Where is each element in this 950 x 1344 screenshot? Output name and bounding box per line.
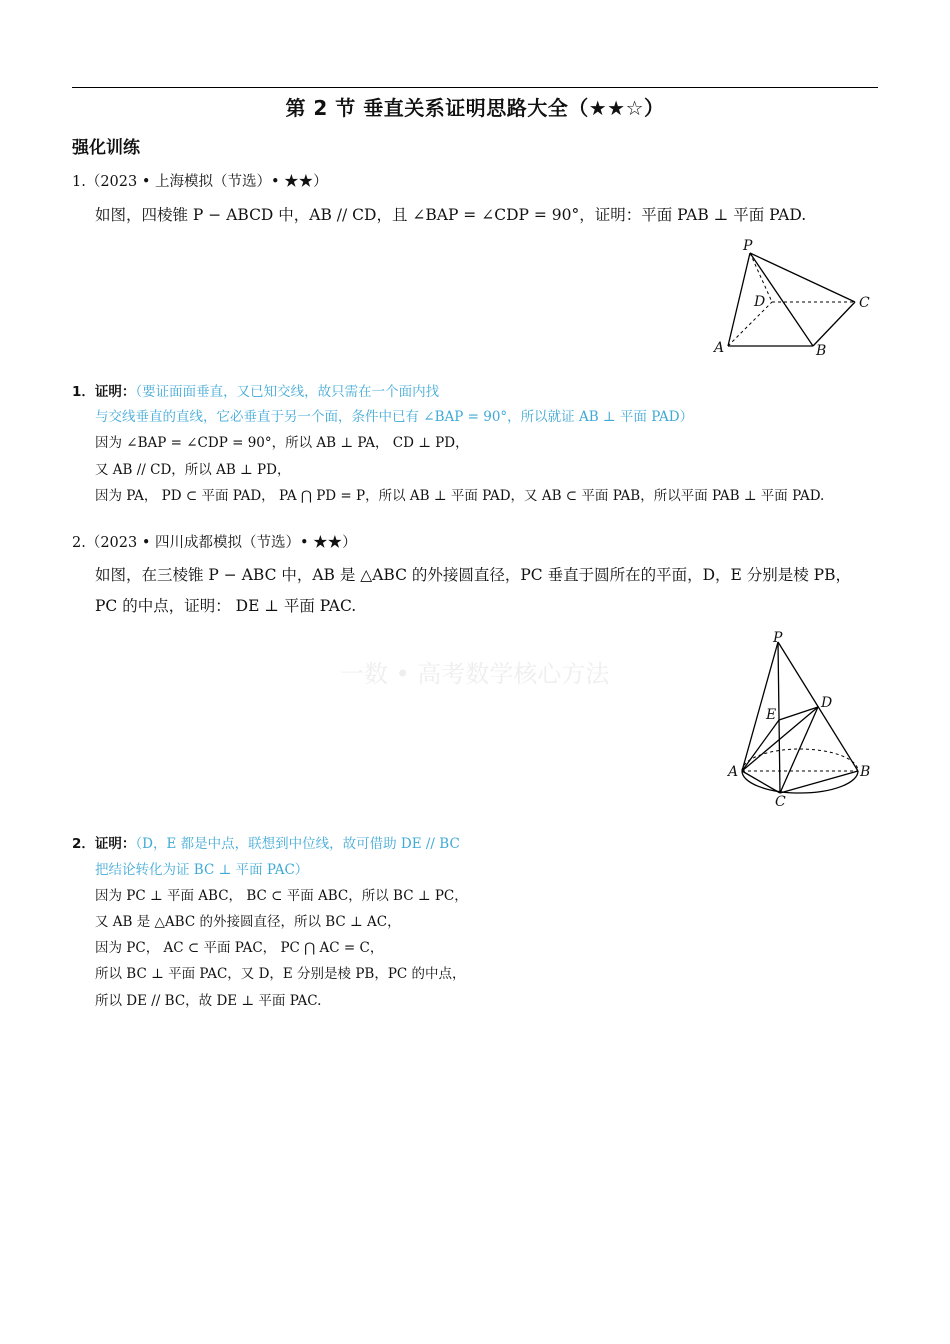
answer-1-line-3: 因为 PA， PD ⊂ 平面 PAD， PA ⋂ PD = P，所以 AB ⊥ 平面 PAD，又 AB ⊂ 平面 PAB，所以平面 PAB ⊥ 平面 PAD.: [95, 488, 825, 504]
answer-2-label-line: [72, 832, 460, 852]
question-2-text-2: PC 的中点，证明： DE ⊥ 平面 PAC.: [95, 597, 357, 615]
answer-1-hint-1: （要证面面垂直，又已知交线，故只需在一个面内找: [135, 384, 440, 400]
label-E: E: [766, 707, 777, 723]
answer-1-line-2: 又 AB // CD，所以 AB ⊥ PD，: [95, 462, 291, 478]
figure-cone-tetrahedron: [720, 628, 880, 810]
section-heading: 强化训练: [72, 138, 140, 158]
answer-1-label: 1．证明：: [72, 384, 136, 400]
answer-2-line-2: 又 AB 是 △ABC 的外接圆直径，所以 BC ⊥ AC，: [95, 914, 401, 930]
label-C: C: [775, 794, 786, 810]
label-B: B: [816, 343, 827, 359]
watermark: 一数 • 高考数学核心方法: [340, 660, 610, 688]
question-1-text: 如图，四棱锥 P − ABCD 中，AB // CD，且 ∠BAP = ∠CDP = 90°，证明：平面 PAB ⊥ 平面 PAD.: [95, 206, 807, 224]
label-D: D: [821, 695, 833, 711]
answer-1-hint-2: 与交线垂直的直线，它必垂直于另一个面，条件中已有 ∠BAP = 90°，所以就证 AB ⊥ 平面 PAD）: [95, 409, 694, 425]
answer-2-line-5: 所以 DE // BC，故 DE ⊥ 平面 PAC.: [95, 993, 322, 1009]
label-C: C: [859, 295, 870, 311]
answer-2-line-3: 因为 PC， AC ⊂ 平面 PAC， PC ⋂ AC = C，: [95, 940, 384, 956]
question-2-text-1: 如图，在三棱锥 P − ABC 中，AB 是 △ABC 的外接圆直径，PC 垂直于圆所在的平面，D，E 分别是棱 PB，: [95, 566, 852, 584]
figure-pyramid: [700, 236, 890, 362]
label-P: P: [743, 238, 753, 254]
label-D: D: [754, 294, 766, 310]
answer-2-hint-1: （D，E 都是中点，联想到中位线，故可借助 DE // BC: [135, 836, 460, 852]
page-title: 第 2 节 垂直关系证明思路大全（★★☆）: [285, 96, 665, 120]
header-rule: [72, 87, 878, 88]
label-A: A: [728, 764, 739, 780]
answer-2-hint-2: 把结论转化为证 BC ⊥ 平面 PAC）: [95, 862, 309, 878]
question-1-heading: 1.（2023 • 上海模拟（节选）• ★★）: [72, 174, 328, 190]
answer-2-line-1: 因为 PC ⊥ 平面 ABC， BC ⊂ 平面 ABC，所以 BC ⊥ PC，: [95, 888, 468, 904]
label-A: A: [714, 340, 725, 356]
answer-2-label: 2．证明：: [72, 836, 136, 852]
label-P: P: [773, 630, 783, 646]
question-2-heading: 2.（2023 • 四川成都模拟（节选）• ★★）: [72, 535, 357, 551]
answer-1-line-1: 因为 ∠BAP = ∠CDP = 90°，所以 AB ⊥ PA， CD ⊥ PD，: [95, 435, 469, 451]
label-B: B: [860, 764, 871, 780]
answer-2-line-4: 所以 BC ⊥ 平面 PAC，又 D，E 分别是棱 PB，PC 的中点，: [95, 966, 466, 982]
answer-1-label-line: [72, 380, 439, 400]
